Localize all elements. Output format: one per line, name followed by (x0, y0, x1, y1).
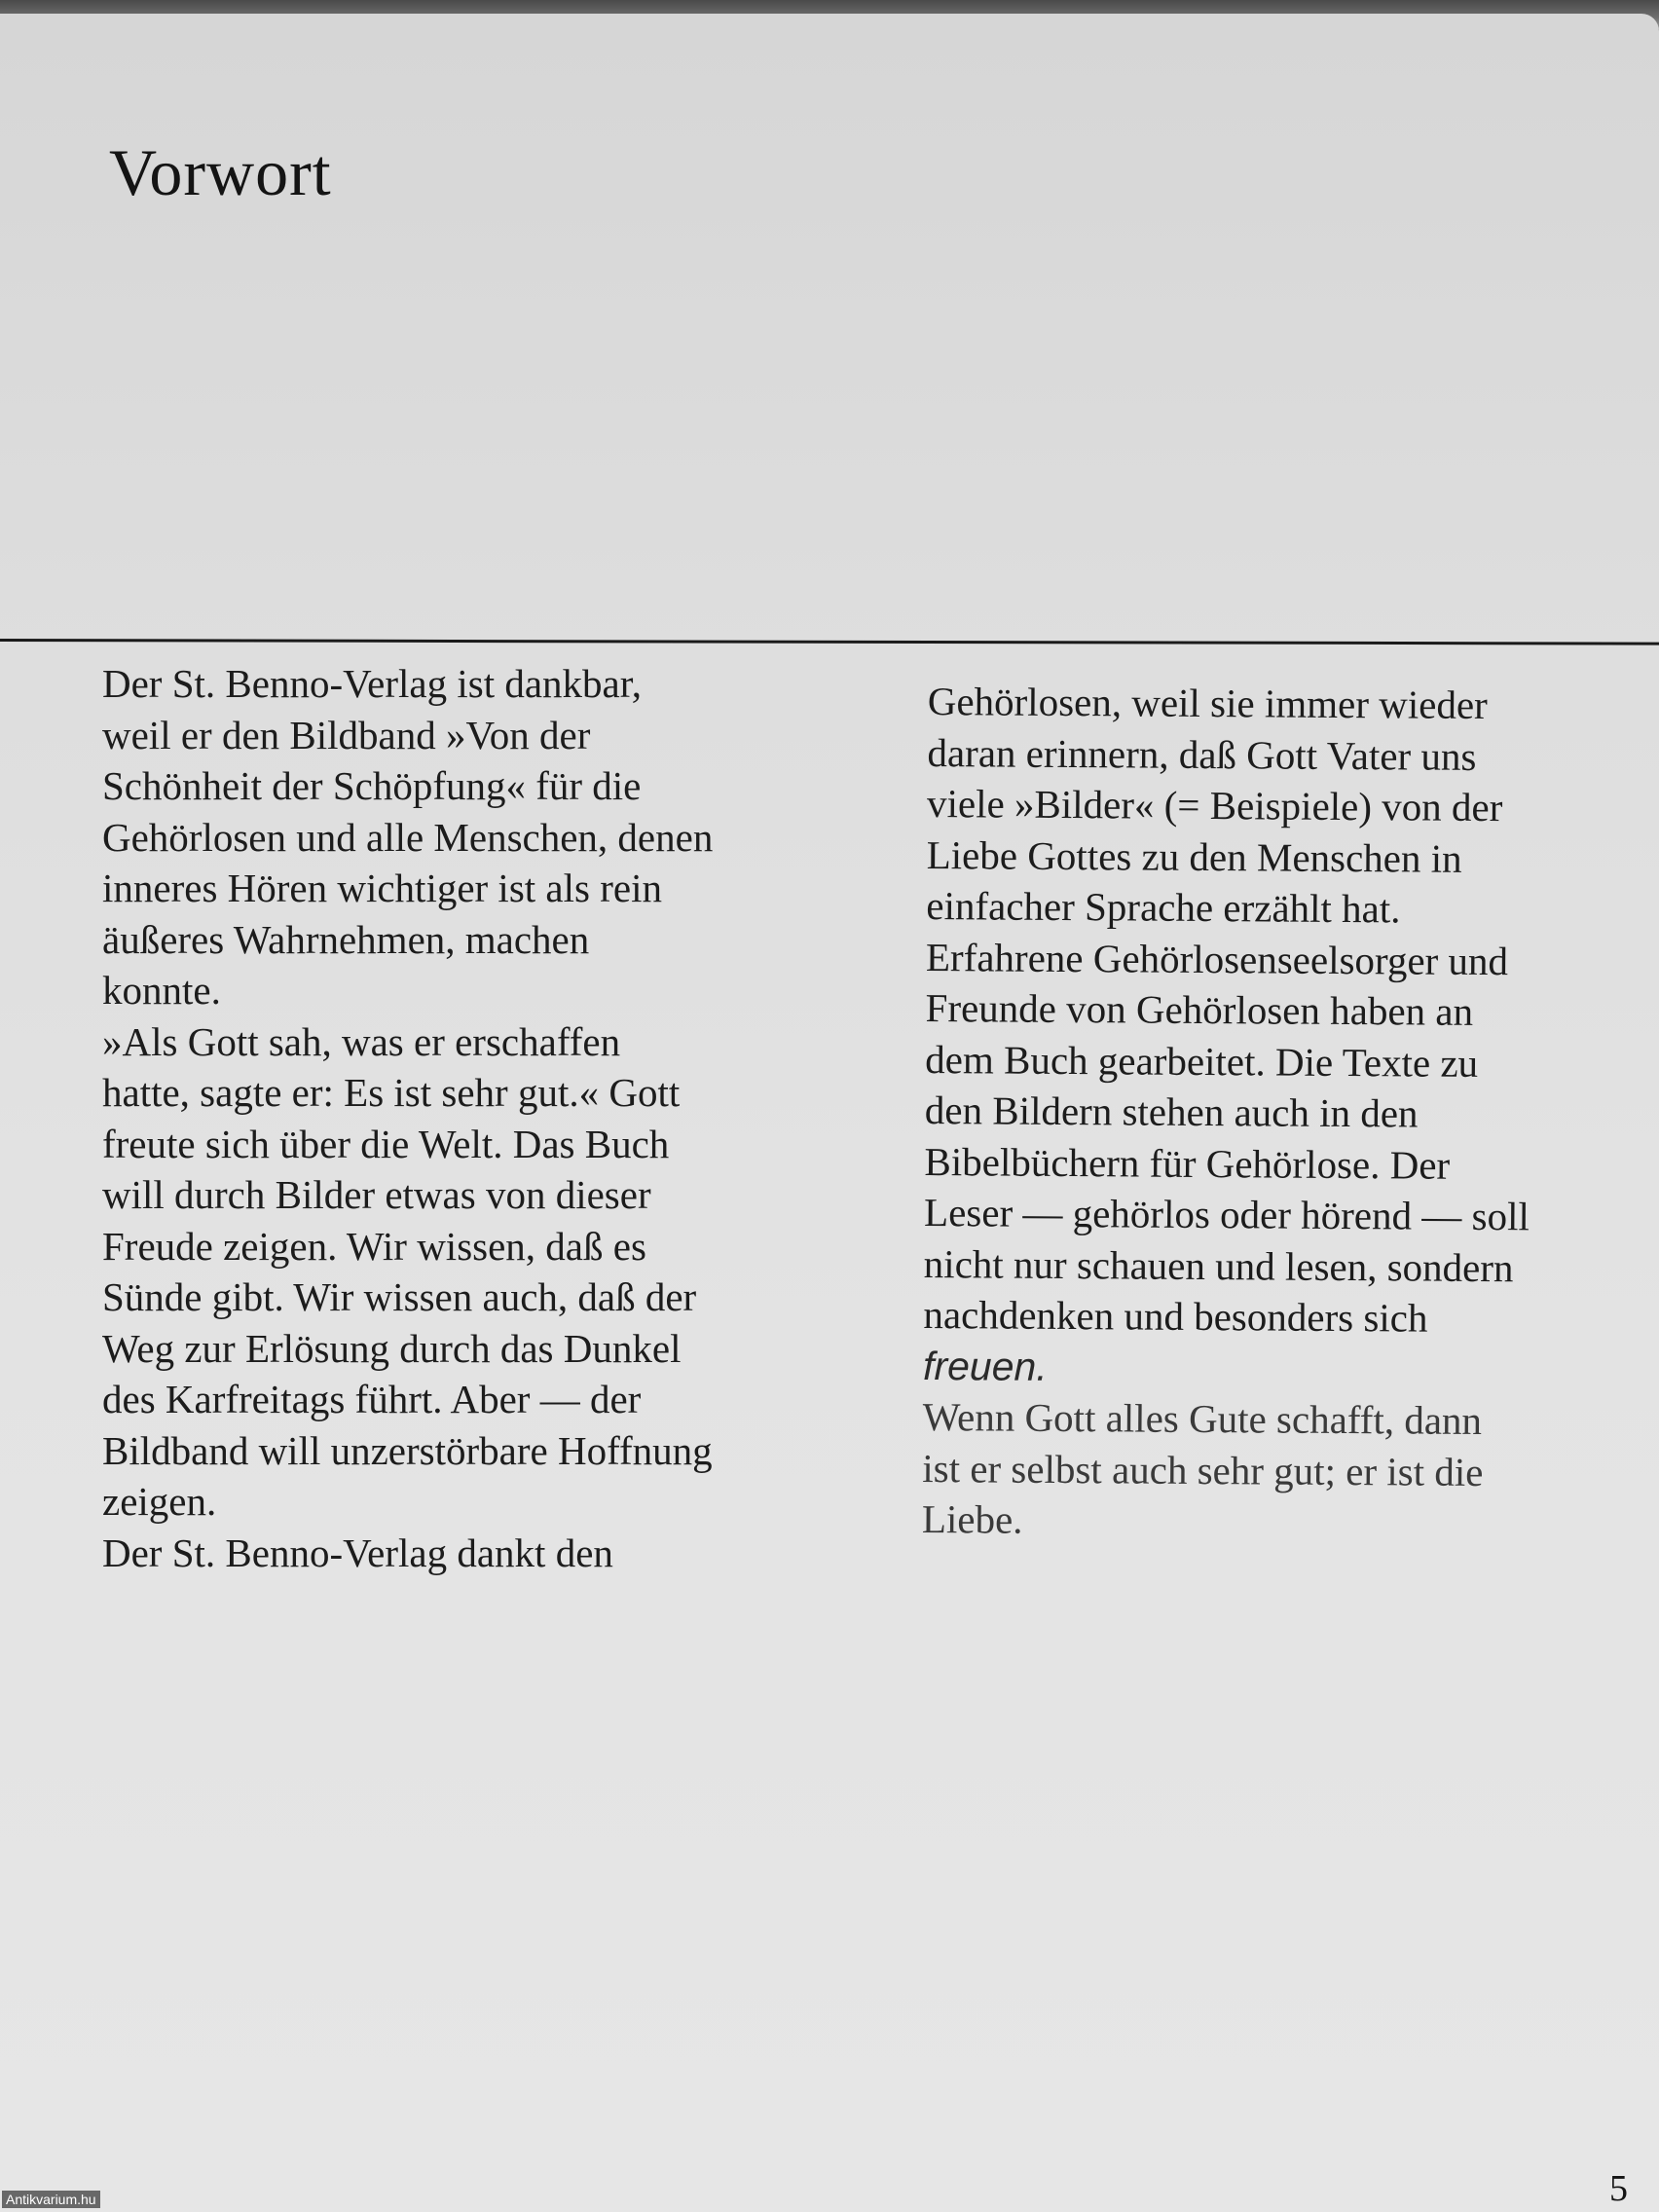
right-text-column (922, 676, 1658, 1550)
text-line: weil er den Bildband »Von der (102, 712, 591, 757)
text-line: viele »Bilder« (= Beispiele) von der (926, 780, 1503, 830)
text-line-emphasis: freuen. (922, 1343, 1048, 1389)
text-line: konnte. (102, 968, 221, 1013)
text-line: inneres Hören wichtiger ist als rein (102, 866, 662, 910)
text-line: Der St. Benno-Verlag dankt den (102, 1530, 613, 1575)
page-number: 5 (1609, 2168, 1628, 2209)
text-line: »Als Gott sah, was er erschaffen (102, 1018, 621, 1064)
text-line: des Karfreitags führt. Aber — der (102, 1377, 642, 1421)
text-line: Schönheit der Schöpfung« für die (102, 763, 642, 808)
text-line: hatte, sagte er: Es ist sehr gut.« Gott (102, 1070, 681, 1115)
text-line: Gehörlosen und alle Menschen, denen (102, 814, 714, 860)
text-line: Der St. Benno-Verlag ist dankbar, (102, 661, 643, 706)
text-line: Liebe. (921, 1495, 1023, 1542)
text-line: äußeres Wahrnehmen, machen (102, 916, 590, 962)
book-page (0, 14, 1659, 2212)
text-line: Freunde von Gehörlosen haben an (925, 984, 1474, 1034)
text-line: einfacher Sprache erzählt hat. (926, 882, 1401, 932)
text-line: den Bildern stehen auch in den (924, 1087, 1419, 1136)
text-line: daran erinnern, daß Gott Vater uns (927, 729, 1477, 779)
text-line: Gehörlosen, weil sie immer wieder (927, 678, 1488, 728)
text-line: zeigen. (102, 1479, 217, 1524)
text-line: Erfahrene Gehörlosenseelsorger und (925, 934, 1509, 983)
text-line: Bibelbüchern für Gehörlose. Der (924, 1138, 1451, 1188)
text-line: dem Buch gearbeitet. Die Texte zu (925, 1036, 1479, 1086)
text-line: Weg zur Erlösung durch das Dunkel (102, 1325, 682, 1371)
text-line: nicht nur schauen und lesen, sondern (923, 1240, 1514, 1290)
text-line: Bildband will unzerstörbare Hoffnung (102, 1427, 713, 1473)
text-line: freute sich über die Welt. Das Buch (102, 1121, 670, 1166)
left-text-column (102, 658, 871, 1578)
text-line: Sünde gibt. Wir wissen auch, daß der (102, 1274, 697, 1319)
text-line: Wenn Gott alles Gute schafft, dann (922, 1393, 1483, 1443)
text-line: Liebe Gottes zu den Menschen in (926, 831, 1462, 881)
page-heading: Vorwort (109, 135, 332, 209)
text-line: ist er selbst auch sehr gut; er ist die (922, 1445, 1484, 1494)
watermark: Antikvarium.hu (2, 2191, 100, 2208)
horizontal-rule (0, 639, 1659, 645)
text-line: will durch Bilder etwas von dieser (102, 1172, 651, 1217)
text-line: nachdenken und besonders sich (923, 1291, 1428, 1341)
text-line: Freude zeigen. Wir wissen, daß es (102, 1223, 646, 1269)
text-line: Leser — gehörlos oder hörend — soll (923, 1189, 1530, 1239)
